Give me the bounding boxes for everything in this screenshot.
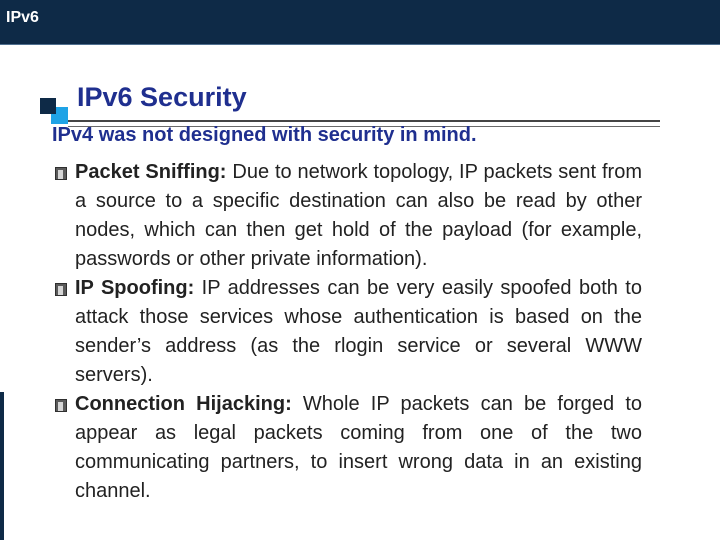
bullet-text: Whole IP packets can be forged to appear as legal packets coming from one of the two communicating partners, to insert wrong data in an existing channel. (75, 393, 642, 502)
header-bar (0, 0, 720, 45)
square-bullet-icon (55, 167, 67, 180)
bullet-text: IP addresses can be very easily spoofed both to attack those services whose authentication is based on the sender’s address (as the rlogin service or several WWW servers). (75, 277, 642, 386)
bullet-connection-hijacking (52, 390, 642, 506)
bullet-text: Due to network topology, IP packets sent from a source to a specific destination can also be read by other nodes, which can then get hold of the payload (for example, passwords or other private information). (75, 161, 642, 270)
bullet-packet-sniffing (52, 158, 642, 274)
square-bullet-icon (55, 399, 67, 412)
slide-title: IPv6 Security (77, 82, 247, 112)
lead-statement: IPv4 was not designed with security in mind. (52, 124, 477, 146)
title-decoration-navy-square (40, 98, 56, 114)
bullet-term: IP Spoofing: (75, 277, 195, 299)
header-title: IPv6 (6, 9, 39, 26)
bullet-term: Connection Hijacking: (75, 393, 292, 415)
left-edge-rule (0, 392, 4, 540)
bullet-ip-spoofing (52, 274, 642, 390)
bullet-term: Packet Sniffing: (75, 161, 227, 183)
square-bullet-icon (55, 283, 67, 296)
bullet-list (52, 158, 642, 506)
